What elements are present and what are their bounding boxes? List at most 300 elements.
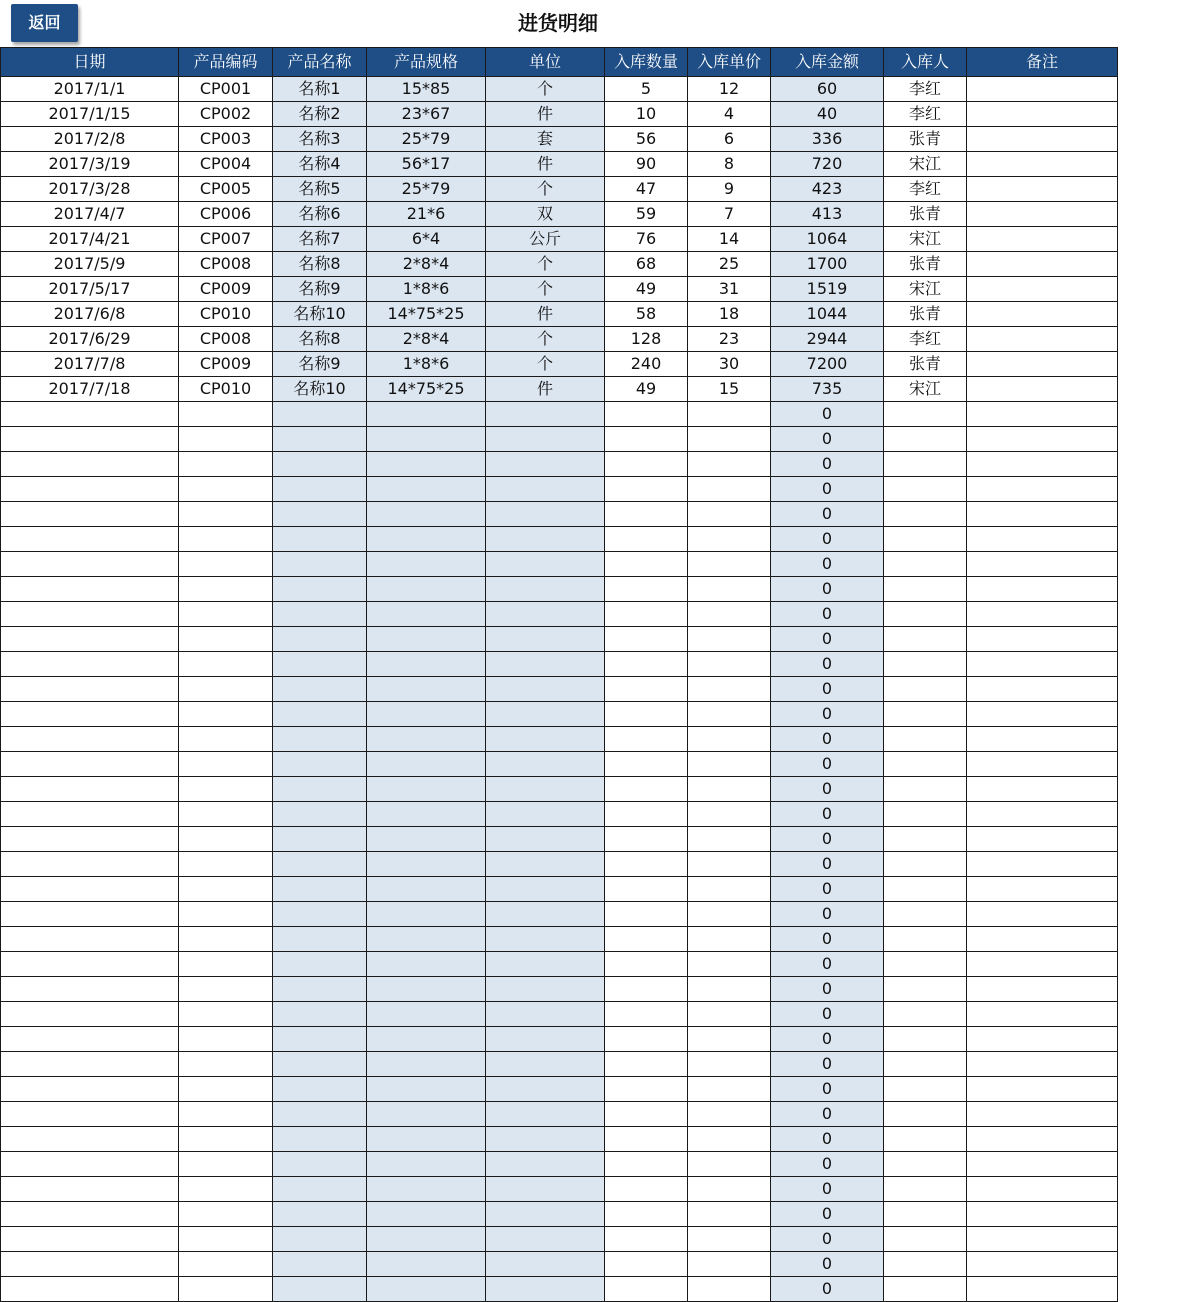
cell-remark[interactable] [967, 1277, 1118, 1302]
cell-in-amount[interactable]: 0 [771, 977, 884, 1002]
cell-product-code[interactable]: CP002 [179, 102, 273, 127]
cell-in-amount[interactable]: 0 [771, 877, 884, 902]
cell-remark[interactable] [967, 527, 1118, 552]
cell-product-code[interactable] [179, 452, 273, 477]
cell-remark[interactable] [967, 202, 1118, 227]
cell-in-price[interactable]: 23 [688, 327, 771, 352]
cell-receiver[interactable] [884, 952, 967, 977]
cell-remark[interactable] [967, 327, 1118, 352]
cell-in-amount[interactable]: 0 [771, 702, 884, 727]
cell-date[interactable] [1, 577, 179, 602]
cell-in-price[interactable]: 15 [688, 377, 771, 402]
cell-product-spec[interactable]: 23*67 [367, 102, 486, 127]
cell-remark[interactable] [967, 602, 1118, 627]
cell-product-code[interactable] [179, 727, 273, 752]
cell-unit[interactable] [486, 927, 605, 952]
cell-date[interactable] [1, 827, 179, 852]
cell-product-code[interactable]: CP009 [179, 277, 273, 302]
cell-product-name[interactable] [273, 902, 367, 927]
cell-product-spec[interactable] [367, 1102, 486, 1127]
cell-in-amount[interactable]: 0 [771, 652, 884, 677]
cell-in-amount[interactable]: 0 [771, 927, 884, 952]
cell-product-name[interactable]: 名称2 [273, 102, 367, 127]
cell-unit[interactable]: 个 [486, 77, 605, 102]
cell-date[interactable] [1, 952, 179, 977]
cell-unit[interactable]: 件 [486, 377, 605, 402]
cell-in-price[interactable] [688, 427, 771, 452]
cell-in-price[interactable] [688, 477, 771, 502]
cell-unit[interactable]: 个 [486, 352, 605, 377]
cell-product-spec[interactable] [367, 652, 486, 677]
cell-in-price[interactable] [688, 627, 771, 652]
cell-product-name[interactable] [273, 702, 367, 727]
cell-date[interactable] [1, 802, 179, 827]
cell-product-code[interactable]: CP001 [179, 77, 273, 102]
cell-in-price[interactable] [688, 1077, 771, 1102]
cell-unit[interactable] [486, 1177, 605, 1202]
cell-product-name[interactable]: 名称8 [273, 327, 367, 352]
cell-product-spec[interactable] [367, 677, 486, 702]
cell-product-name[interactable] [273, 877, 367, 902]
cell-product-code[interactable] [179, 627, 273, 652]
cell-product-code[interactable] [179, 577, 273, 602]
cell-remark[interactable] [967, 1027, 1118, 1052]
cell-in-price[interactable] [688, 677, 771, 702]
cell-product-code[interactable] [179, 1202, 273, 1227]
cell-product-spec[interactable]: 25*79 [367, 177, 486, 202]
cell-receiver[interactable] [884, 852, 967, 877]
cell-product-spec[interactable] [367, 577, 486, 602]
cell-product-spec[interactable] [367, 1077, 486, 1102]
cell-receiver[interactable] [884, 777, 967, 802]
cell-in-amount[interactable]: 7200 [771, 352, 884, 377]
cell-in-amount[interactable]: 0 [771, 1002, 884, 1027]
cell-remark[interactable] [967, 1202, 1118, 1227]
cell-product-code[interactable] [179, 652, 273, 677]
cell-date[interactable] [1, 677, 179, 702]
cell-receiver[interactable] [884, 652, 967, 677]
cell-in-price[interactable]: 12 [688, 77, 771, 102]
cell-remark[interactable] [967, 477, 1118, 502]
cell-in-qty[interactable] [605, 777, 688, 802]
cell-product-name[interactable]: 名称5 [273, 177, 367, 202]
cell-in-price[interactable] [688, 1102, 771, 1127]
cell-in-qty[interactable] [605, 1152, 688, 1177]
cell-in-qty[interactable] [605, 602, 688, 627]
cell-product-spec[interactable] [367, 727, 486, 752]
cell-in-amount[interactable]: 413 [771, 202, 884, 227]
cell-product-spec[interactable] [367, 1027, 486, 1052]
cell-product-spec[interactable]: 1*8*6 [367, 352, 486, 377]
cell-unit[interactable] [486, 802, 605, 827]
cell-product-name[interactable] [273, 1202, 367, 1227]
cell-product-spec[interactable] [367, 702, 486, 727]
cell-receiver[interactable] [884, 902, 967, 927]
cell-product-code[interactable] [179, 427, 273, 452]
cell-product-code[interactable] [179, 552, 273, 577]
cell-in-price[interactable]: 25 [688, 252, 771, 277]
cell-unit[interactable]: 个 [486, 277, 605, 302]
column-header-in-amount[interactable]: 入库金额 [771, 48, 884, 77]
cell-in-qty[interactable] [605, 1027, 688, 1052]
cell-in-qty[interactable] [605, 902, 688, 927]
cell-in-amount[interactable]: 0 [771, 1077, 884, 1102]
cell-in-qty[interactable] [605, 527, 688, 552]
cell-product-name[interactable]: 名称10 [273, 302, 367, 327]
cell-in-amount[interactable]: 0 [771, 452, 884, 477]
cell-receiver[interactable] [884, 927, 967, 952]
cell-receiver[interactable]: 张青 [884, 302, 967, 327]
cell-in-price[interactable] [688, 652, 771, 677]
cell-receiver[interactable] [884, 477, 967, 502]
cell-unit[interactable] [486, 852, 605, 877]
cell-unit[interactable] [486, 1077, 605, 1102]
cell-product-code[interactable]: CP007 [179, 227, 273, 252]
cell-product-code[interactable] [179, 852, 273, 877]
cell-in-amount[interactable]: 40 [771, 102, 884, 127]
cell-date[interactable]: 2017/2/8 [1, 127, 179, 152]
cell-unit[interactable] [486, 977, 605, 1002]
cell-product-name[interactable]: 名称8 [273, 252, 367, 277]
cell-date[interactable]: 2017/5/9 [1, 252, 179, 277]
cell-receiver[interactable] [884, 1202, 967, 1227]
cell-in-amount[interactable]: 0 [771, 677, 884, 702]
cell-in-qty[interactable]: 59 [605, 202, 688, 227]
cell-unit[interactable] [486, 702, 605, 727]
cell-product-name[interactable] [273, 1252, 367, 1277]
cell-in-amount[interactable]: 0 [771, 1202, 884, 1227]
cell-receiver[interactable] [884, 702, 967, 727]
cell-product-spec[interactable] [367, 1202, 486, 1227]
cell-date[interactable]: 2017/3/28 [1, 177, 179, 202]
cell-product-code[interactable] [179, 877, 273, 902]
cell-in-qty[interactable]: 76 [605, 227, 688, 252]
cell-receiver[interactable] [884, 1152, 967, 1177]
cell-product-code[interactable]: CP008 [179, 252, 273, 277]
cell-receiver[interactable] [884, 427, 967, 452]
cell-in-price[interactable] [688, 602, 771, 627]
cell-product-code[interactable] [179, 1227, 273, 1252]
cell-in-amount[interactable]: 0 [771, 1027, 884, 1052]
cell-remark[interactable] [967, 727, 1118, 752]
cell-remark[interactable] [967, 302, 1118, 327]
cell-in-price[interactable]: 31 [688, 277, 771, 302]
cell-product-name[interactable] [273, 402, 367, 427]
cell-in-qty[interactable] [605, 877, 688, 902]
cell-product-spec[interactable]: 14*75*25 [367, 377, 486, 402]
cell-in-price[interactable] [688, 1252, 771, 1277]
cell-product-spec[interactable]: 14*75*25 [367, 302, 486, 327]
cell-date[interactable] [1, 1277, 179, 1302]
cell-date[interactable] [1, 1252, 179, 1277]
cell-remark[interactable] [967, 1077, 1118, 1102]
cell-product-name[interactable] [273, 927, 367, 952]
cell-product-spec[interactable] [367, 927, 486, 952]
cell-in-qty[interactable]: 49 [605, 277, 688, 302]
cell-in-qty[interactable] [605, 677, 688, 702]
cell-date[interactable] [1, 1177, 179, 1202]
cell-remark[interactable] [967, 902, 1118, 927]
cell-remark[interactable] [967, 502, 1118, 527]
cell-date[interactable] [1, 877, 179, 902]
cell-product-spec[interactable] [367, 952, 486, 977]
cell-remark[interactable] [967, 802, 1118, 827]
cell-in-amount[interactable]: 423 [771, 177, 884, 202]
cell-remark[interactable] [967, 577, 1118, 602]
cell-product-code[interactable] [179, 527, 273, 552]
cell-in-price[interactable] [688, 1002, 771, 1027]
cell-in-qty[interactable] [605, 1077, 688, 1102]
cell-in-qty[interactable] [605, 452, 688, 477]
cell-in-amount[interactable]: 0 [771, 1227, 884, 1252]
cell-in-qty[interactable]: 56 [605, 127, 688, 152]
cell-product-name[interactable] [273, 552, 367, 577]
cell-in-qty[interactable] [605, 727, 688, 752]
cell-receiver[interactable] [884, 577, 967, 602]
cell-date[interactable] [1, 977, 179, 1002]
cell-product-name[interactable] [273, 627, 367, 652]
cell-in-price[interactable]: 30 [688, 352, 771, 377]
cell-product-name[interactable] [273, 527, 367, 552]
cell-in-amount[interactable]: 0 [771, 727, 884, 752]
cell-in-qty[interactable]: 10 [605, 102, 688, 127]
cell-date[interactable]: 2017/5/17 [1, 277, 179, 302]
cell-unit[interactable]: 个 [486, 252, 605, 277]
cell-product-name[interactable] [273, 852, 367, 877]
cell-date[interactable]: 2017/4/7 [1, 202, 179, 227]
cell-remark[interactable] [967, 427, 1118, 452]
cell-unit[interactable] [486, 1227, 605, 1252]
cell-product-spec[interactable] [367, 777, 486, 802]
cell-product-code[interactable] [179, 402, 273, 427]
column-header-date[interactable]: 日期 [1, 48, 179, 77]
cell-receiver[interactable]: 宋江 [884, 227, 967, 252]
cell-in-price[interactable] [688, 827, 771, 852]
cell-product-code[interactable] [179, 1102, 273, 1127]
cell-product-spec[interactable] [367, 1002, 486, 1027]
cell-receiver[interactable] [884, 1077, 967, 1102]
cell-receiver[interactable] [884, 1177, 967, 1202]
cell-receiver[interactable]: 李红 [884, 177, 967, 202]
cell-product-name[interactable]: 名称1 [273, 77, 367, 102]
cell-remark[interactable] [967, 827, 1118, 852]
cell-product-code[interactable] [179, 952, 273, 977]
cell-product-spec[interactable]: 56*17 [367, 152, 486, 177]
cell-product-name[interactable]: 名称4 [273, 152, 367, 177]
cell-receiver[interactable] [884, 1052, 967, 1077]
cell-date[interactable]: 2017/7/8 [1, 352, 179, 377]
cell-in-qty[interactable] [605, 977, 688, 1002]
cell-in-qty[interactable] [605, 1252, 688, 1277]
cell-product-code[interactable]: CP010 [179, 377, 273, 402]
cell-date[interactable]: 2017/6/29 [1, 327, 179, 352]
cell-in-amount[interactable]: 0 [771, 502, 884, 527]
cell-in-qty[interactable]: 128 [605, 327, 688, 352]
cell-product-code[interactable] [179, 702, 273, 727]
cell-in-amount[interactable]: 1044 [771, 302, 884, 327]
cell-product-spec[interactable]: 2*8*4 [367, 252, 486, 277]
cell-in-amount[interactable]: 0 [771, 577, 884, 602]
cell-receiver[interactable] [884, 752, 967, 777]
cell-product-code[interactable] [179, 1127, 273, 1152]
cell-product-spec[interactable] [367, 1127, 486, 1152]
cell-product-code[interactable] [179, 1277, 273, 1302]
cell-date[interactable]: 2017/4/21 [1, 227, 179, 252]
cell-in-qty[interactable]: 5 [605, 77, 688, 102]
cell-unit[interactable] [486, 1202, 605, 1227]
cell-in-amount[interactable]: 0 [771, 1152, 884, 1177]
cell-remark[interactable] [967, 1252, 1118, 1277]
cell-remark[interactable] [967, 952, 1118, 977]
cell-product-code[interactable] [179, 977, 273, 1002]
cell-product-spec[interactable] [367, 902, 486, 927]
cell-in-qty[interactable] [605, 427, 688, 452]
cell-remark[interactable] [967, 1227, 1118, 1252]
cell-in-price[interactable] [688, 952, 771, 977]
cell-in-qty[interactable]: 47 [605, 177, 688, 202]
cell-date[interactable] [1, 1077, 179, 1102]
cell-in-qty[interactable] [605, 702, 688, 727]
cell-in-amount[interactable]: 1519 [771, 277, 884, 302]
cell-product-name[interactable] [273, 1077, 367, 1102]
cell-unit[interactable] [486, 427, 605, 452]
cell-in-price[interactable] [688, 1227, 771, 1252]
cell-product-spec[interactable] [367, 977, 486, 1002]
cell-date[interactable] [1, 752, 179, 777]
cell-date[interactable] [1, 1152, 179, 1177]
cell-in-amount[interactable]: 0 [771, 1052, 884, 1077]
cell-date[interactable]: 2017/1/15 [1, 102, 179, 127]
cell-in-amount[interactable]: 1064 [771, 227, 884, 252]
cell-unit[interactable]: 个 [486, 327, 605, 352]
cell-receiver[interactable] [884, 552, 967, 577]
cell-remark[interactable] [967, 1052, 1118, 1077]
cell-remark[interactable] [967, 77, 1118, 102]
cell-receiver[interactable]: 张青 [884, 352, 967, 377]
cell-in-qty[interactable] [605, 627, 688, 652]
cell-in-qty[interactable] [605, 952, 688, 977]
cell-product-spec[interactable] [367, 452, 486, 477]
cell-product-spec[interactable] [367, 1177, 486, 1202]
cell-in-amount[interactable]: 0 [771, 427, 884, 452]
cell-product-name[interactable] [273, 952, 367, 977]
cell-unit[interactable] [486, 902, 605, 927]
cell-date[interactable] [1, 777, 179, 802]
cell-unit[interactable]: 公斤 [486, 227, 605, 252]
cell-product-spec[interactable] [367, 1052, 486, 1077]
cell-product-spec[interactable] [367, 427, 486, 452]
cell-product-code[interactable]: CP009 [179, 352, 273, 377]
cell-unit[interactable] [486, 1052, 605, 1077]
cell-product-spec[interactable] [367, 627, 486, 652]
cell-remark[interactable] [967, 1102, 1118, 1127]
cell-receiver[interactable] [884, 627, 967, 652]
cell-in-price[interactable] [688, 777, 771, 802]
cell-receiver[interactable] [884, 1127, 967, 1152]
cell-in-amount[interactable]: 0 [771, 802, 884, 827]
cell-unit[interactable] [486, 552, 605, 577]
cell-in-price[interactable]: 14 [688, 227, 771, 252]
cell-date[interactable] [1, 527, 179, 552]
column-header-unit[interactable]: 单位 [486, 48, 605, 77]
cell-product-name[interactable] [273, 1102, 367, 1127]
cell-remark[interactable] [967, 977, 1118, 1002]
cell-product-name[interactable] [273, 577, 367, 602]
cell-unit[interactable] [486, 402, 605, 427]
cell-unit[interactable] [486, 502, 605, 527]
cell-product-code[interactable]: CP006 [179, 202, 273, 227]
cell-date[interactable] [1, 402, 179, 427]
cell-remark[interactable] [967, 152, 1118, 177]
cell-remark[interactable] [967, 652, 1118, 677]
cell-unit[interactable] [486, 577, 605, 602]
cell-product-code[interactable] [179, 1052, 273, 1077]
cell-remark[interactable] [967, 127, 1118, 152]
cell-unit[interactable] [486, 452, 605, 477]
cell-in-qty[interactable] [605, 1002, 688, 1027]
cell-in-qty[interactable] [605, 1277, 688, 1302]
cell-in-price[interactable] [688, 1052, 771, 1077]
cell-unit[interactable] [486, 777, 605, 802]
cell-unit[interactable] [486, 477, 605, 502]
cell-product-name[interactable]: 名称6 [273, 202, 367, 227]
cell-receiver[interactable]: 宋江 [884, 377, 967, 402]
cell-product-spec[interactable] [367, 602, 486, 627]
cell-product-code[interactable] [179, 602, 273, 627]
cell-product-spec[interactable] [367, 752, 486, 777]
cell-product-spec[interactable] [367, 402, 486, 427]
cell-unit[interactable]: 件 [486, 302, 605, 327]
cell-receiver[interactable]: 宋江 [884, 277, 967, 302]
cell-product-spec[interactable]: 6*4 [367, 227, 486, 252]
cell-unit[interactable]: 个 [486, 177, 605, 202]
cell-in-amount[interactable]: 735 [771, 377, 884, 402]
cell-product-code[interactable]: CP003 [179, 127, 273, 152]
cell-unit[interactable]: 件 [486, 102, 605, 127]
cell-date[interactable] [1, 652, 179, 677]
cell-in-price[interactable] [688, 852, 771, 877]
cell-product-name[interactable] [273, 427, 367, 452]
cell-unit[interactable] [486, 877, 605, 902]
cell-unit[interactable] [486, 1127, 605, 1152]
cell-product-name[interactable] [273, 1227, 367, 1252]
cell-unit[interactable] [486, 1277, 605, 1302]
cell-product-code[interactable] [179, 477, 273, 502]
cell-in-amount[interactable]: 0 [771, 1127, 884, 1152]
cell-in-qty[interactable] [605, 1177, 688, 1202]
cell-in-amount[interactable]: 0 [771, 402, 884, 427]
cell-unit[interactable] [486, 752, 605, 777]
cell-receiver[interactable] [884, 402, 967, 427]
cell-product-spec[interactable] [367, 1152, 486, 1177]
cell-product-code[interactable] [179, 1002, 273, 1027]
cell-product-code[interactable] [179, 1252, 273, 1277]
cell-receiver[interactable] [884, 1102, 967, 1127]
cell-product-name[interactable] [273, 1127, 367, 1152]
cell-receiver[interactable] [884, 452, 967, 477]
cell-date[interactable] [1, 1202, 179, 1227]
cell-date[interactable] [1, 1052, 179, 1077]
cell-product-code[interactable] [179, 1152, 273, 1177]
cell-product-name[interactable] [273, 752, 367, 777]
cell-in-price[interactable] [688, 1152, 771, 1177]
cell-in-qty[interactable] [605, 652, 688, 677]
cell-receiver[interactable] [884, 727, 967, 752]
cell-product-code[interactable] [179, 827, 273, 852]
cell-unit[interactable] [486, 602, 605, 627]
cell-in-price[interactable] [688, 1127, 771, 1152]
cell-remark[interactable] [967, 177, 1118, 202]
